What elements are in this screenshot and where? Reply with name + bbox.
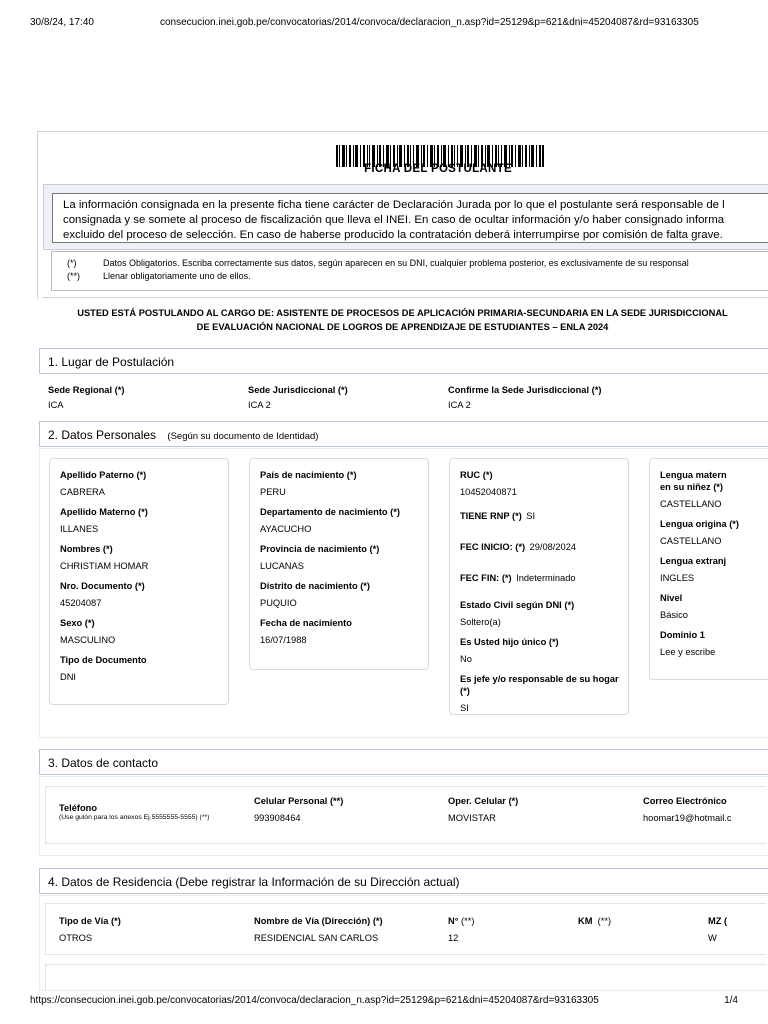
field-value: INGLES [660, 573, 695, 583]
field-value: 10452040871 [460, 487, 517, 497]
field-sexo [60, 617, 228, 646]
field-operador [448, 795, 518, 824]
field-label: Dominio 1 [660, 630, 705, 640]
field-nro-documento [60, 580, 228, 609]
address-row [45, 903, 766, 955]
field-value: 45204087 [60, 598, 102, 608]
card-tributario [449, 458, 629, 715]
field-value: ICA 2 [448, 400, 471, 410]
field-label: Lengua extranj [660, 556, 727, 566]
print-datetime: 30/8/24, 17:40 [30, 17, 94, 28]
field-label: TIENE RNP (*) [460, 511, 522, 521]
field-tiene-rnp [460, 506, 628, 524]
cargo-line-1: USTED ESTÁ POSTULANDO AL CARGO DE: ASISTENTE DE PROCESOS DE APLICACIÓN PRIMARIA-SECUNDARIA EN LA SEDE JURISDICCIONAL [77, 308, 728, 318]
field-value: AYACUCHO [260, 524, 312, 534]
declaration-line-1: La información consignada en la presente ficha tiene carácter de Declaración Jurada por lo que el postulante será responsable de l [63, 199, 725, 211]
field-apellido-materno [60, 506, 228, 535]
form-sheet [37, 131, 768, 991]
note-text: Datos Obligatorios. Escriba correctamente sus datos, según aparecen en su DNI, cualquier problema posterior, es exclusivamente de su responsal [103, 258, 689, 268]
print-header [30, 17, 754, 28]
field-value: CASTELLANO [660, 499, 722, 509]
field-fec-inicio [460, 537, 628, 555]
field-label: Nombres (*) [60, 544, 113, 554]
field-hijo-unico [460, 636, 628, 665]
field-km [578, 915, 611, 932]
field-value: Soltero(a) [460, 617, 501, 627]
field-label: Confirme la Sede Jurisdiccional (*) [448, 385, 602, 395]
field-nombre-via [254, 915, 383, 944]
field-value: ILLANES [60, 524, 99, 534]
note-row [67, 257, 768, 270]
field-hint: (Use gulón para los anexos Ej.5555555-5555) (**) [59, 814, 210, 821]
field-value: PERU [260, 487, 286, 497]
field-label: Nro. Documento (*) [60, 581, 145, 591]
section-subtitle: (Según su documento de Identidad) [167, 431, 319, 442]
field-fecha-nacimiento [260, 617, 428, 646]
field-value: Lee y escribe [660, 647, 716, 657]
field-label: Sede Jurisdiccional (*) [248, 385, 348, 395]
field-value: OTROS [59, 933, 93, 943]
notes-list [51, 251, 768, 291]
field-label: N° [448, 916, 459, 926]
field-jefe-hogar [460, 673, 620, 714]
field-ruc [460, 469, 628, 498]
field-mz [708, 915, 768, 944]
section-header-residencia [39, 868, 768, 894]
field-value: SI [526, 511, 536, 521]
field-label: Sede Regional (*) [48, 385, 125, 395]
note-mark: (*) [67, 258, 77, 268]
field-value: ICA 2 [248, 400, 271, 410]
field-label: Es Usted hijo único (*) [460, 637, 559, 647]
field-nombres [60, 543, 228, 572]
section-title: 2. Datos Personales [48, 428, 157, 442]
field-label: Sexo (*) [60, 618, 95, 628]
field-label: Departamento de nacimiento (*) [260, 507, 400, 517]
field-apellido-paterno [60, 469, 228, 498]
field-value: W [708, 933, 717, 943]
field-label: Tipo de Documento [60, 655, 147, 665]
field-telefono [59, 802, 209, 821]
card-identidad [49, 458, 229, 705]
field-value: hoomar19@hotmail.c [643, 813, 732, 823]
field-label: Apellido Paterno (*) [60, 470, 147, 480]
print-footer [30, 995, 738, 1006]
section-title: 3. Datos de contacto [48, 756, 159, 770]
field-value: Básico [660, 610, 688, 620]
print-header-url: consecucion.inei.gob.pe/convocatorias/2014/convoca/declaracion_n.asp?id=25129&p=621&dni=45204087&rd=93163305 [160, 17, 699, 28]
declaration-line-3: excluido del proceso de selección. En caso de haberse producido la contratación deberá interrumpirse por comisión de falta grave. [63, 229, 723, 242]
note-text: Llenar obligatoriamente uno de ellos. [103, 271, 251, 281]
field-label: Provincia de nacimiento (*) [260, 544, 380, 554]
print-footer-url: https://consecucion.inei.gob.pe/convocatorias/2014/convoca/declaracion_n.asp?id=25129&p=621&dni=45204087&rd=93163305 [30, 995, 599, 1006]
field-label: Apellido Materno (*) [60, 507, 148, 517]
field-label: País de nacimiento (*) [260, 470, 357, 480]
field-label: Lengua matern en su niñez (*) [660, 470, 727, 492]
cargo-statement [37, 307, 768, 334]
field-sede-regional [48, 384, 124, 411]
field-sede-jurisdiccional [248, 384, 348, 411]
note-mark: (**) [67, 271, 80, 281]
field-label: Celular Personal (**) [254, 796, 344, 806]
section-header-lugar [39, 348, 768, 374]
field-value: 16/07/1988 [260, 635, 307, 645]
field-lengua-materna [660, 469, 740, 510]
notes-box [43, 250, 768, 298]
field-celular [254, 795, 343, 824]
field-dominio [660, 629, 768, 658]
field-value: CHRISTIAM HOMAR [60, 561, 149, 571]
field-value: PUQUIO [260, 598, 297, 608]
field-label: Teléfono [59, 803, 98, 813]
field-label: KM [578, 916, 593, 926]
field-label: Lengua origina (*) [660, 519, 740, 529]
field-value: CABRERA [60, 487, 105, 497]
field-value: 29/08/2024 [529, 542, 577, 552]
field-value: Indeterminado [516, 573, 576, 583]
field-label: Tipo de Vía (*) [59, 916, 121, 926]
field-label: MZ ( [708, 916, 728, 926]
field-value: SI [460, 703, 469, 713]
card-nacimiento [249, 458, 429, 670]
field-value: DNI [60, 672, 77, 682]
field-label: Nombre de Vía (Dirección) (*) [254, 916, 383, 926]
field-value: MOVISTAR [448, 813, 496, 823]
field-tipo-via [59, 915, 121, 944]
note-row [67, 270, 768, 283]
field-value: LUCANAS [260, 561, 304, 571]
section-header-contacto [39, 749, 768, 775]
field-value: 12 [448, 933, 459, 943]
field-distrito-nacimiento [260, 580, 428, 609]
field-nivel [660, 592, 768, 621]
field-provincia-nacimiento [260, 543, 428, 572]
field-label: Oper. Celular (*) [448, 796, 519, 806]
card-lenguas [649, 458, 768, 680]
address-row-2 [45, 964, 766, 991]
cargo-line-2: DE EVALUACIÓN NACIONAL DE LOGROS DE APRENDIZAJE DE ESTUDIANTES – ENLA 2024 [196, 321, 609, 332]
declaration-line-2: consignada y se somete al proceso de fiscalización que lleva el INEI. En caso de ocultar información y/o haber consignado informa [63, 214, 725, 227]
field-confirme-sede [448, 384, 601, 411]
field-value: MASCULINO [60, 635, 116, 645]
field-value: CASTELLANO [660, 536, 722, 546]
field-label: Es jefe y/o responsable de su hogar (*) [460, 674, 619, 696]
field-label: FEC FIN: (*) [460, 573, 512, 583]
section-title: 4. Datos de Residencia (Debe registrar la Información de su Dirección actual) [48, 875, 460, 889]
field-lengua-extranjera [660, 555, 768, 584]
field-pais-nacimiento [260, 469, 428, 498]
field-label: Fecha de nacimiento [260, 618, 352, 628]
field-label: FEC INICIO: (*) [460, 542, 526, 552]
field-value: ICA [48, 400, 64, 410]
field-estado-civil [460, 599, 628, 628]
field-value: 993908464 [254, 813, 301, 823]
section-header-datos-personales [39, 421, 768, 447]
field-label: Distrito de nacimiento (*) [260, 581, 371, 591]
print-page-number: 1/4 [724, 995, 738, 1006]
declaration-text [52, 193, 768, 243]
field-label: Nivel [660, 593, 683, 603]
field-label: RUC (*) [460, 470, 493, 480]
field-lengua-originaria [660, 518, 742, 547]
field-fec-fin [460, 568, 628, 586]
field-label: Estado Civil según DNI (*) [460, 600, 575, 610]
field-value: RESIDENCIAL SAN CARLOS [254, 933, 379, 943]
field-label: Correo Electrónico [643, 796, 727, 806]
section-title: 1. Lugar de Postulación [48, 355, 175, 369]
field-value: No [460, 654, 472, 664]
page-title: FICHA DEL POSTULANTE [364, 163, 512, 175]
field-tipo-documento [60, 654, 228, 683]
declaration-box [43, 184, 768, 250]
field-numero [448, 915, 474, 944]
field-correo [643, 795, 768, 824]
field-required-mark: (**) [597, 916, 612, 926]
field-required-mark: (**) [461, 916, 475, 926]
header-box [37, 131, 768, 299]
field-departamento-nacimiento [260, 506, 410, 535]
